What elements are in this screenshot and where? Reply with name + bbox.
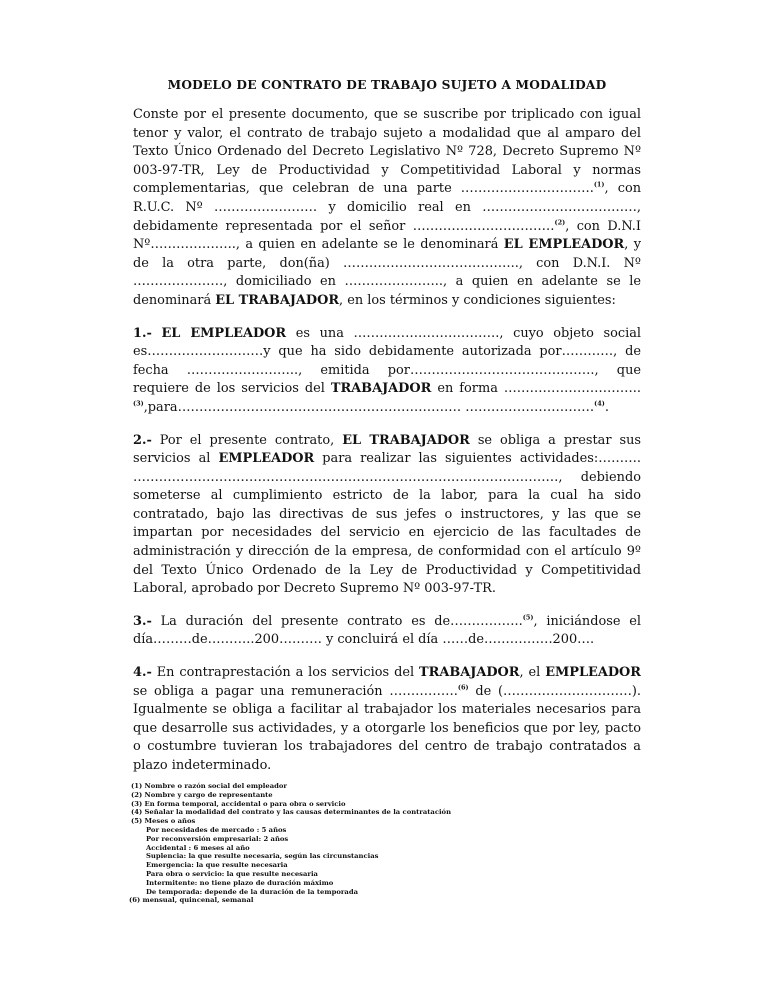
clause-1-bold-trabajador: TRABAJADOR (330, 381, 432, 397)
clause-2-text-3: para realizar las siguientes actividades:………. ………………………………………………………………………………………, debiendo someterse al cumplimiento estricto de la labor, para la cual ha sido contratado, bajo las directivas de sus jefes o instructores, y las que se impartan por necesidades del servicio en ejercicio de las facultades de administración y dirección de la empresa, de conformidad con el artículo 9º del Texto Único Ordenado de la Ley de Productividad y Competitividad Laboral, aprobado por Decreto Supremo Nº 003-97-TR. (133, 451, 641, 597)
footnote-marker-2: (2) (554, 218, 566, 227)
intro-paragraph (133, 106, 641, 311)
clause-3-text-1: La duración del presente contrato es de…………….. (151, 613, 523, 629)
footnote-marker-3: (3) (133, 399, 144, 408)
footnote-5-item: Por reconversión empresarial: 2 años (146, 834, 289, 843)
clause-1-bold-empleador: EL EMPLEADOR (161, 325, 287, 341)
intro-text-3: , con D.N.I Nº……………….., a quien en adelante se le denominará (133, 218, 641, 253)
intro-text-1: Conste por el presente documento, que se suscribe por triplicado con igual tenor y valor, el contrato de trabajo sujeto a modalidad que al amparo del Texto Único Ordenado del Decreto Legislativo Nº 728, Decreto Supremo Nº 003-97-TR, Ley de Productividad y Competitividad Laboral y normas complementarias, que celebran de una parte …………………………. (133, 107, 641, 197)
clause-1-number: 1.- (133, 325, 152, 341)
clause-1 (133, 325, 641, 418)
clause-2-bold-trabajador: EL TRABAJADOR (342, 432, 470, 448)
footnote-6: (6) mensual, quincenal, semanal (129, 896, 254, 905)
clause-2-bold-empleador: EMPLEADOR (218, 451, 315, 467)
footnote-5: (5) Meses o años (131, 817, 196, 826)
document-title: MODELO DE CONTRATO DE TRABAJO SUJETO A MODALIDAD (167, 78, 607, 92)
footnote-3: (3) En forma temporal, accidental o para obra o servicio (131, 799, 346, 808)
clause-4-bold-trabajador: TRABAJADOR (419, 665, 520, 681)
footnote-5-item: Suplencia: la que resulte necesaria, según las circunstancias (146, 852, 379, 861)
footnote-5-item: Para obra o servicio: la que resulte necesaria (146, 869, 318, 878)
contract-page (133, 78, 641, 790)
clause-4-text-1: En contraprestación a los servicios del (151, 665, 420, 681)
intro-text-5: , en los términos y condiciones siguientes: (339, 292, 616, 308)
clause-1-text-2: en forma ………………………….. (431, 381, 641, 397)
clause-4-text-4: de (…………………………). Igualmente se obliga a facilitar al trabajador los materiales necesarios para que desarrolle sus actividades, y a otorgarle los beneficios que por ley, pacto o costumbre tuvieran los trabajadores del centro de trabajo contratados a plazo indeterminado. (133, 683, 642, 773)
clause-4-bold-empleador: EMPLEADOR (545, 665, 641, 681)
intro-text-2: , con R.U.C. Nº …………………… y domicilio real en ………………………………, debidamente representada por el señor …………………………… (133, 181, 642, 234)
footnote-5-item: Intermitente: no tiene plazo de duración máximo (146, 878, 334, 887)
clause-4-text-2: , el (519, 665, 546, 681)
footnote-marker-4: (4) (594, 399, 605, 408)
clause-2-number: 2.- (133, 432, 152, 448)
footnotes (131, 782, 551, 905)
clause-3 (133, 613, 641, 650)
footnote-marker-6: (6) (457, 683, 469, 692)
clause-3-number: 3.- (133, 613, 152, 629)
footnote-5-item: Emergencia: la que resulte necesaria (146, 861, 288, 870)
intro-bold-empleador: EL EMPLEADOR (503, 237, 625, 253)
footnote-marker-1: (1) (593, 181, 605, 190)
clause-4 (133, 664, 641, 776)
footnote-marker-5: (5) (522, 613, 534, 622)
intro-text-4: , y de la otra parte, don(ña) ………………………………….., con D.N.I. Nº …………………, domiciliado en ………………….., a quien en adelante se le denominará (133, 237, 641, 308)
footnote-5-item: De temporada: depende de la duración de la temporada (146, 887, 358, 896)
footnote-5-item: Por necesidades de mercado : 5 años (146, 825, 287, 834)
clause-1-text-3: ,para………………………………………………………… ………………………… (143, 399, 595, 415)
footnote-1: (1) Nombre o razón social del empleador (131, 782, 287, 790)
clause-2-text-2: se obliga a prestar sus servicios al (133, 432, 641, 467)
footnote-5-item: Accidental : 6 meses al año (146, 843, 250, 852)
clause-2-text-1: Por el presente contrato, (151, 432, 343, 448)
footnote-2: (2) Nombre y cargo de representante (131, 790, 273, 799)
clause-4-text-3: se obliga a pagar una remuneración ……………. (133, 683, 458, 699)
clause-3-text-2: , iniciándose el día………de………..200………. y concluirá el día ……de…………….200…. (133, 613, 641, 648)
clause-1-text-4: . (604, 399, 609, 415)
clause-2 (133, 432, 641, 599)
footnote-4: (4) Señalar la modalidad del contrato y las causas determinantes de la contratación (131, 808, 452, 817)
clause-4-number: 4.- (133, 665, 152, 681)
intro-bold-trabajador: EL TRABAJADOR (215, 292, 340, 308)
clause-1-text-1: es una ……………………………., cuyo objeto social es………………………y que ha sido debidamente autorizada por…………, de fecha …………………….., emitida por……………………………………., que requiere de los servicios del (133, 325, 642, 397)
